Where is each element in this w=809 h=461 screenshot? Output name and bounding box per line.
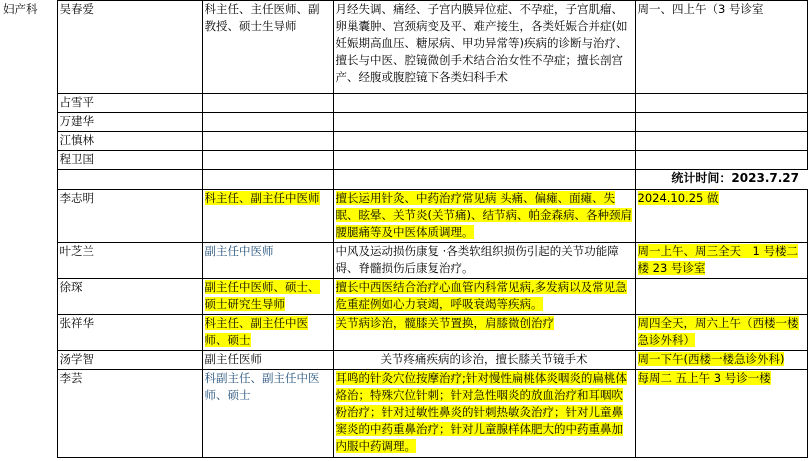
doctor-name: 叶芝兰 — [57, 243, 202, 279]
stat-time: 统计时间：2023.7.27 — [635, 170, 807, 190]
doctor-specialty — [333, 94, 635, 113]
doctor-title: 副主任医师 — [202, 351, 333, 370]
doctor-title: 科主任、副主任中医师、硕士 — [204, 316, 308, 347]
doctor-schedule — [635, 113, 807, 132]
doctor-name: 万建华 — [57, 113, 202, 132]
doctor-schedule: 周一上午、周三全天 1 号楼二楼 23 号诊室 — [637, 244, 798, 275]
doctor-specialty: 中风及运动损伤康复 ·各类软组织损伤引起的关节功能障碍、脊髓损伤后康复治疗。 — [333, 243, 635, 279]
doctor-schedule: 周四全天，周六上午（西楼一楼急诊外科） — [637, 316, 799, 347]
doctor-title: 科副主任、副主任中医师、硕士 — [202, 370, 333, 458]
doctor-specialty: 擅长中西医结合治疗心血管内科常见病,多发病以及常见急危重症例如心力衰竭，呼吸衰竭等疾病。 — [335, 280, 627, 311]
table-row — [0, 113, 807, 132]
doctor-schedule — [635, 279, 807, 315]
doctor-schedule: 周一下午(西楼一楼急诊外科) — [637, 352, 785, 366]
doctor-name: 李志明 — [57, 190, 202, 243]
doctor-specialty: 关节病诊治，髋膝关节置换，肩膝微创治疗 — [335, 316, 554, 330]
doctor-specialty — [333, 151, 635, 170]
doctor-name: 占雪平 — [57, 94, 202, 113]
doctor-title: 科主任、主任医师、副教授、硕士生导师 — [202, 1, 333, 94]
department-label: 妇产科 — [3, 1, 38, 16]
table-row — [0, 132, 807, 151]
doctor-title: 副主任中医师 — [202, 243, 333, 279]
table-row — [0, 279, 807, 315]
doctor-name: 徐琛 — [57, 279, 202, 315]
doctor-name: 江慎林 — [57, 132, 202, 151]
table-row — [0, 94, 807, 113]
doctor-title — [202, 113, 333, 132]
doctor-title — [202, 132, 333, 151]
doctor-name: 吴春爱 — [57, 1, 202, 94]
doctor-specialty: 关节疼痛疾病的诊治，擅长膝关节镜手术 — [333, 351, 635, 370]
doctor-specialty: 耳鸣的针灸穴位按摩治疗;针对慢性扁桃体炎咽炎的扁桃体烙治；特殊穴位针刺；针对急性咽炎的放血治疗和耳咽吹粉治疗；针对过敏性鼻炎的针刺热敏灸治疗；针对儿童鼻窦炎的中药重鼻治疗；针对儿童腺样体肥大的中药重鼻加内服中药调理。 — [335, 371, 627, 453]
table-row — [0, 370, 807, 458]
doctor-name: 李芸 — [57, 370, 202, 458]
doctor-specialty — [333, 132, 635, 151]
table-row — [0, 151, 807, 170]
doctor-name: 汤学智 — [57, 351, 202, 370]
doctor-title: 副主任中医师、硕士、硕士研究生导师 — [204, 280, 320, 311]
table-row — [0, 1, 807, 94]
doctor-specialty — [333, 113, 635, 132]
doctor-title: 科主任、副主任中医师 — [204, 191, 320, 205]
doctor-name: 张祥华 — [57, 315, 202, 351]
doctor-schedule: 2024.10.25 做 — [637, 191, 719, 205]
table-row — [0, 351, 807, 370]
stat-row — [0, 170, 807, 190]
doctor-title — [202, 151, 333, 170]
doctor-schedule — [635, 94, 807, 113]
doctor-specialty: 月经失调、痛经、子宫内膜异位症、不孕症，子宫肌瘤、卵巢囊肿、宫颈病变及平、难产接生，各类妊娠合并症(如妊娠期高血压、糖尿病、甲功异常等)疾病的诊断与治疗、擅长与中医、腔镜微创手术结合治女性不孕症；擅长剖宫产、经腹或腹腔镜下各类妇科手术 — [333, 1, 635, 94]
doctor-schedule — [635, 151, 807, 170]
doctor-name: 程卫国 — [57, 151, 202, 170]
doctor-schedule: 周一、四上午（3 号诊室 — [635, 1, 807, 94]
doctor-specialty: 擅长运用针灸、中药治疗常见病 头痛、偏瘫、面瘫、失眠、眩晕、关节炎(关节痛)、结节病、帕金森病、各种颈肩腰腿痛等及中医体质调理。 — [335, 191, 632, 239]
doctor-title — [202, 94, 333, 113]
table-row — [0, 243, 807, 279]
table-row — [0, 190, 807, 243]
doctor-schedule — [635, 132, 807, 151]
doctor-schedule: 每周二 五上午 3 号诊一楼 — [637, 371, 771, 385]
table-row — [0, 315, 807, 351]
